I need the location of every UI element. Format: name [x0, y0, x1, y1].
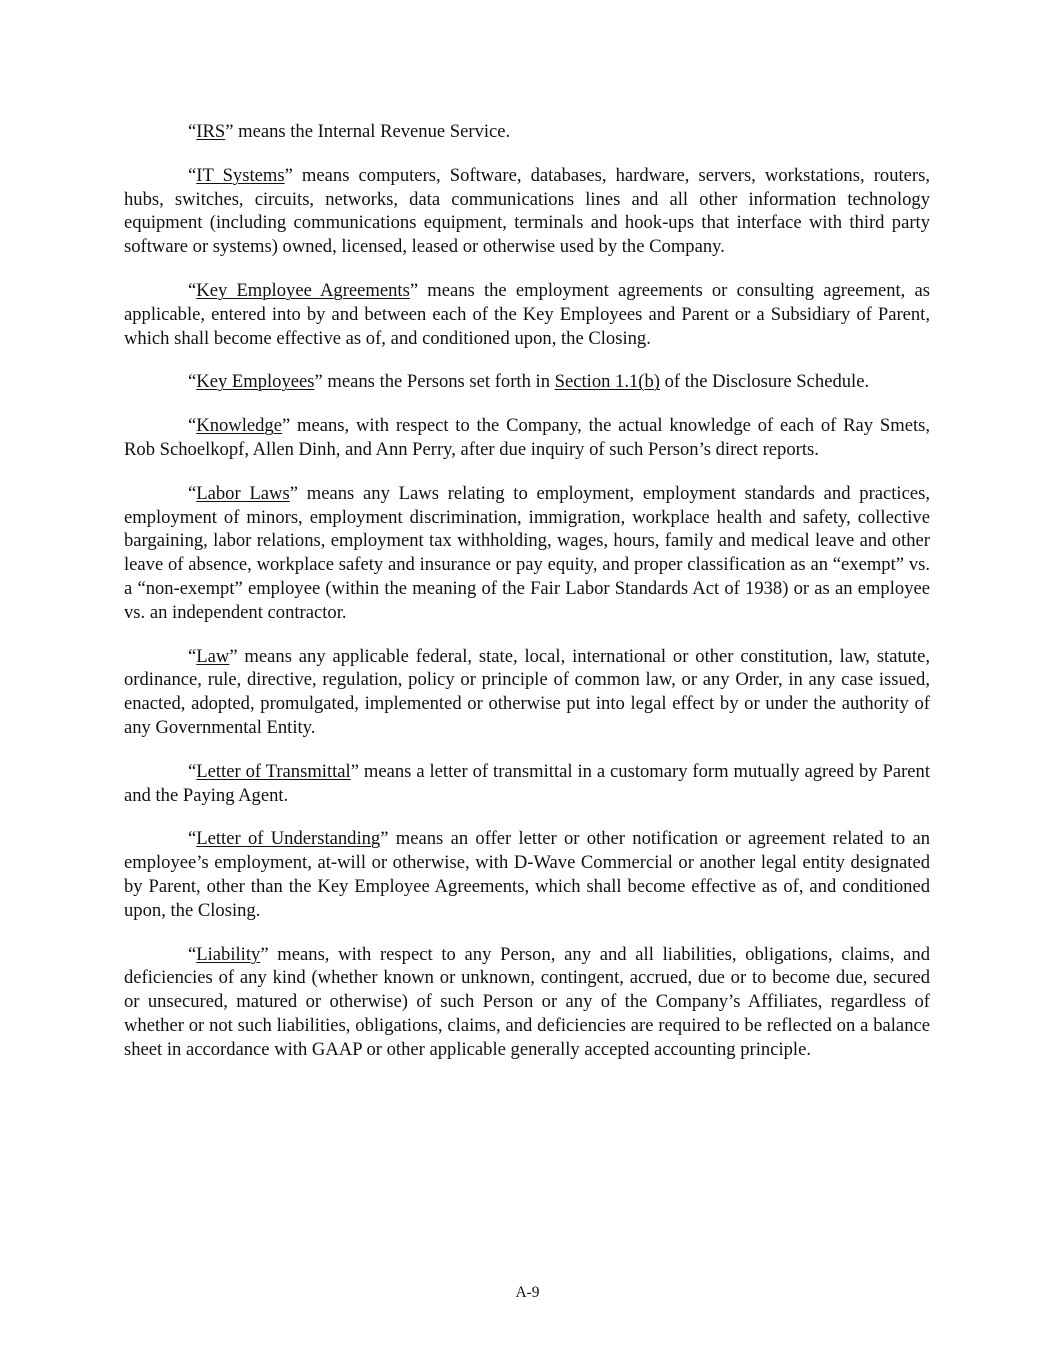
defined-term: Liability: [196, 943, 261, 965]
definition-text: ” means computers, Software, databases, hardware, servers, workstations, routers, hubs, switches, circuits, networks, data communications lines and all other information technology equipment (including communications equipment, terminals and hook-ups that interface with third party software or systems) owned, licensed, leased or otherwise used by the Company.: [124, 164, 930, 258]
definition-text: ” means any applicable federal, state, local, international or other constitution, law, statute, ordinance, rule, directive, regulation, policy or principle of common law, or any Order, in any case issued, enacted, adopted, promulgated, implemented or otherwise put into legal effect by or under the authority of any Governmental Entity.: [124, 645, 930, 738]
defined-term: Law: [196, 645, 230, 667]
defined-term: Labor Laws: [196, 482, 290, 504]
open-quote: “: [188, 645, 197, 667]
definition-letter-of-understanding: [124, 827, 930, 922]
definition-knowledge: [124, 414, 930, 462]
defined-term: Knowledge: [196, 415, 282, 437]
definition-text: ” means a letter of transmittal in a customary form mutually agreed by Parent and the Paying Agent.: [124, 760, 930, 806]
definition-it-systems: [124, 164, 930, 259]
open-quote: “: [188, 164, 197, 186]
open-quote: “: [188, 121, 197, 142]
definition-text: ” means the Internal Revenue Service.: [225, 121, 511, 142]
definition-text: ” means any Laws relating to employment, employment standards and practices, employment of minors, employment discrimination, immigration, workplace health and safety, collective bargaining, labor relations, employment tax withholding, wages, hours, family and medical leave and other leave of absence, workplace safety and insurance or pay equity, and proper classification as an “exempt” vs. a “non-exempt” employee (within the meaning of the Fair Labor Standards Act of 1938) or as an employee vs. an independent contractor.: [124, 482, 930, 623]
definition-letter-of-transmittal: [124, 760, 930, 808]
defined-term: Key Employee Agreements: [196, 279, 410, 301]
definition-key-employees: [124, 370, 930, 394]
open-quote: “: [188, 760, 197, 782]
definition-irs: [124, 120, 930, 144]
defined-term: Key Employees: [196, 371, 315, 393]
defined-term: Letter of Understanding: [196, 828, 381, 850]
open-quote: “: [188, 415, 197, 437]
definition-liability: [124, 943, 930, 1062]
open-quote: “: [188, 371, 197, 393]
open-quote: “: [188, 279, 197, 301]
defined-term: Letter of Transmittal: [196, 760, 351, 782]
defined-term: IT Systems: [196, 164, 285, 186]
definition-text: ” means, with respect to the Company, the actual knowledge of each of Ray Smets, Rob Schoelkopf, Allen Dinh, and Ann Perry, after due inquiry of such Person’s direct reports.: [124, 415, 930, 460]
definition-text: ” means the employment agreements or consulting agreement, as applicable, entered into by and between each of the Key Employees and Parent or a Subsidiary of Parent, which shall become effective as of, and conditioned upon, the Closing.: [124, 279, 930, 349]
definition-text: ” means, with respect to any Person, any and all liabilities, obligations, claims, and deficiencies of any kind (whether known or unknown, contingent, accrued, due or to become due, secured or unsecured, matured or otherwise) of such Person or any of the Company’s Affiliates, regardless of whether or not such liabilities, obligations, claims, and deficiencies are required to be reflected on a balance sheet in accordance with GAAP or other applicable generally accepted accounting principle.: [124, 943, 930, 1060]
definition-text: ” means an offer letter or other notification or agreement related to an employee’s employment, at-will or otherwise, with D-Wave Commercial or another legal entity designated by Parent, other than the Key Employee Agreements, which shall become effective as of, and conditioned upon, the Closing.: [124, 828, 930, 921]
definition-law: [124, 645, 930, 740]
definition-labor-laws: [124, 482, 930, 625]
open-quote: “: [188, 828, 197, 850]
definition-text: of the Disclosure Schedule.: [659, 371, 870, 393]
section-reference-link: Section 1.1(b): [554, 371, 660, 393]
document-page: [124, 120, 930, 1082]
open-quote: “: [188, 482, 197, 504]
open-quote: “: [188, 943, 197, 965]
definition-key-employee-agreements: [124, 279, 930, 350]
page-number: A-9: [515, 1284, 540, 1301]
defined-term: IRS: [196, 121, 226, 142]
definition-text: ” means the Persons set forth in: [314, 371, 555, 393]
